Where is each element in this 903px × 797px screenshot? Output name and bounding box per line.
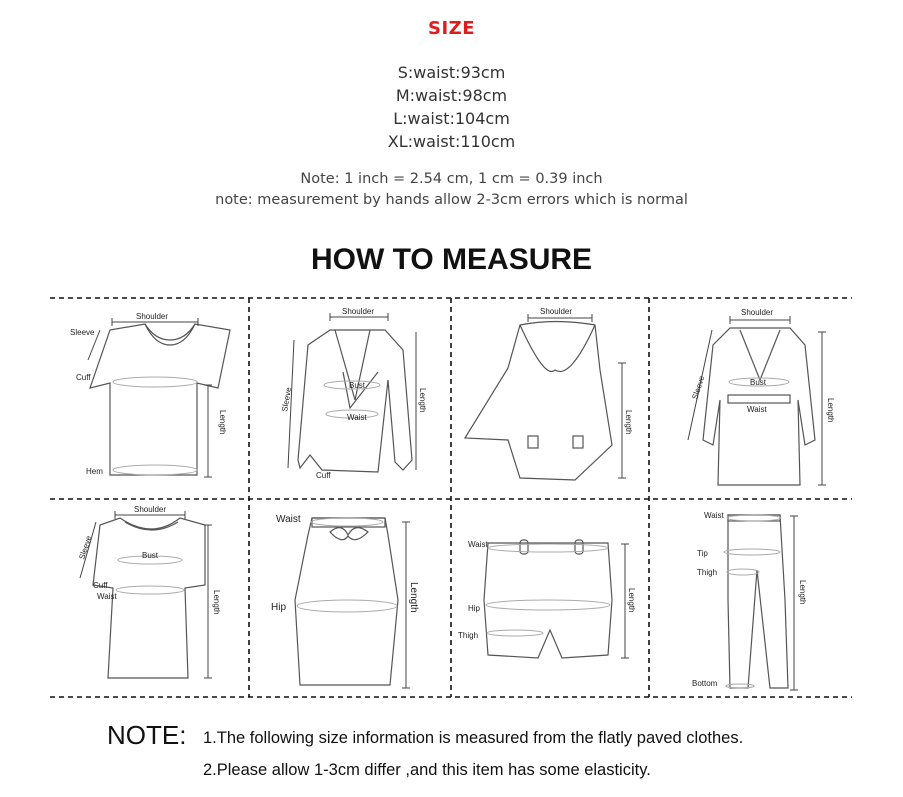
size-item-s: S:waist:93cm xyxy=(397,63,506,82)
tshirt-length-label: Length xyxy=(218,410,227,435)
unit-note: Note: 1 inch = 2.54 cm, 1 cm = 0.39 inch xyxy=(300,171,603,187)
pants-length-label: Length xyxy=(798,580,807,605)
blazer-waist-label: Waist xyxy=(347,413,367,422)
blazer-diagram xyxy=(280,307,427,480)
tshirt-cuff-label: Cuff xyxy=(76,373,91,382)
cape-diagram xyxy=(465,307,633,480)
blazer-length-label: Length xyxy=(418,388,427,413)
coat-sleeve-label: Sleeve xyxy=(690,374,707,401)
coat-waist-label: Waist xyxy=(747,405,767,414)
cape-shoulder-label: Shoulder xyxy=(540,307,573,316)
dress-sleeve-label: Sleeve xyxy=(77,534,94,561)
dress-bust-label: Bust xyxy=(142,551,159,560)
pants-thigh-label: Thigh xyxy=(697,568,718,577)
note-line-2: 2.Please allow 1-3cm differ ,and this item has some elasticity. xyxy=(203,761,651,779)
dress-length-label: Length xyxy=(212,590,221,615)
skirt-diagram xyxy=(271,514,419,688)
blazer-cuff-label: Cuff xyxy=(316,471,331,480)
dress-shoulder-label: Shoulder xyxy=(134,505,167,514)
tshirt-diagram xyxy=(70,312,230,477)
tshirt-shoulder-label: Shoulder xyxy=(136,312,169,321)
cape-length-label: Length xyxy=(624,410,633,435)
pants-diagram xyxy=(692,511,807,690)
blazer-shoulder-label: Shoulder xyxy=(342,307,375,316)
coat-diagram xyxy=(688,308,835,485)
how-to-measure-title: HOW TO MEASURE xyxy=(310,243,593,276)
tshirt-hem-label: Hem xyxy=(86,467,103,476)
pants-waist-label: Waist xyxy=(704,511,724,520)
size-item-m: M:waist:98cm xyxy=(395,86,508,105)
tshirt-sleeve-label: Sleeve xyxy=(70,328,95,337)
skirt-hip-label: Hip xyxy=(271,602,287,613)
error-note: note: measurement by hands allow 2-3cm errors which is normal xyxy=(215,191,688,208)
dress-diagram xyxy=(77,505,221,678)
blazer-bust-label: Bust xyxy=(349,381,366,390)
size-item-xl: XL:waist:110cm xyxy=(387,132,516,151)
shorts-length-label: Length xyxy=(627,588,636,613)
note-line-1: 1.The following size information is measured from the flatly paved clothes. xyxy=(203,729,744,747)
coat-length-label: Length xyxy=(826,398,835,423)
shorts-waist-label: Waist xyxy=(468,540,488,549)
grid-lines xyxy=(50,298,852,697)
pants-bottom-label: Bottom xyxy=(692,679,718,688)
shorts-diagram xyxy=(458,540,636,658)
pants-tip-label: Tip xyxy=(697,549,708,558)
dress-cuff-label: Cuff xyxy=(93,581,108,590)
skirt-waist-label: Waist xyxy=(276,514,301,525)
blazer-sleeve-label: Sleeve xyxy=(280,386,294,413)
size-item-l: L:waist:104cm xyxy=(393,109,510,128)
dress-waist-label: Waist xyxy=(97,592,117,601)
coat-shoulder-label: Shoulder xyxy=(741,308,774,317)
skirt-length-label: Length xyxy=(408,582,419,613)
shorts-thigh-label: Thigh xyxy=(458,631,479,640)
note-label: NOTE: xyxy=(107,720,187,750)
coat-bust-label: Bust xyxy=(750,378,767,387)
shorts-hip-label: Hip xyxy=(468,604,481,613)
size-title: SIZE xyxy=(427,18,475,39)
